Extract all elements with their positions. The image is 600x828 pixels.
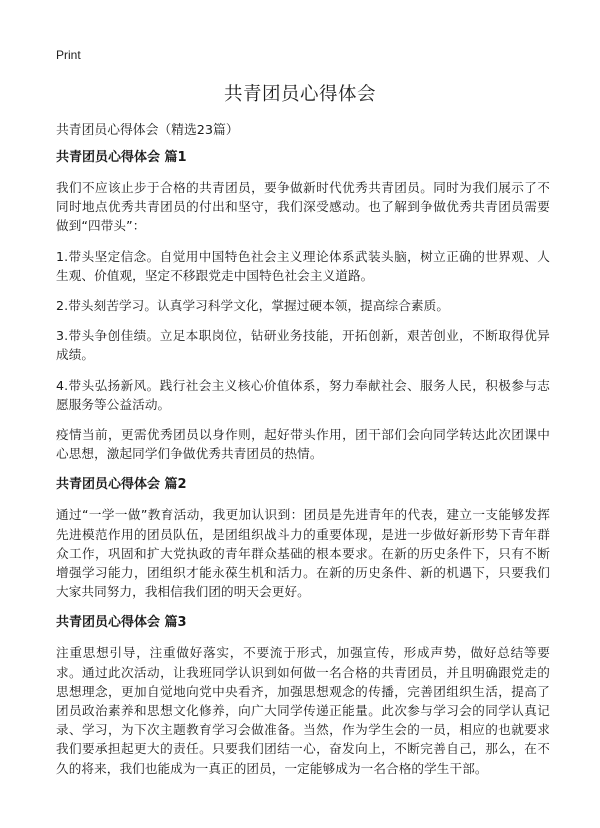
print-link[interactable]: Print	[56, 48, 81, 62]
section-heading: 共青团员心得体会 篇2	[56, 477, 187, 493]
list-item: 3.带头争创佳绩。立足本职岗位，钻研业务技能，开拓创新，艰苦创业，不断取得优异成绩。	[56, 328, 550, 363]
article-body	[56, 121, 550, 789]
section-heading: 共青团员心得体会 篇1	[56, 150, 187, 165]
section-3	[56, 613, 550, 777]
list-item: 1.带头坚定信念。自觉用中国特色社会主义理论体系武装头脑，树立正确的世界观、人生观、价值观，坚定不移跟党走中国特色社会主义道路。	[56, 248, 550, 283]
paragraph: 通过“一学一做”教育活动，我更加认识到：团员是先进青年的代表，建立一支能够发挥先进模范作用的团员队伍，是团组织战斗力的重要体现，是进一步做好新形势下青年群众工作，巩固和扩大党执政的青年群众基础的根本要求。在新的历史条件下，只有不断增强学习能力，团组织才能永葆生机和活力。在新的历史条件、新的机遇下，只要我们大家共同努力，我相信我们团的明天会更好。	[56, 507, 550, 600]
section-1	[56, 148, 550, 463]
paragraph: 注重思想引导，注重做好落实，不要流于形式，加强宣传，形成声势，做好总结等要求。通过此次活动，让我班同学认识到如何做一名合格的共青团员，并且明确跟党走的思想理念，更加自觉地向党中央看齐，加强思想观念的传播，完善团组织生活，提高了团员政治素养和思想文化修养，向广大同学传递正能量。此次参与学习会的同学认真记录、学习，为下次主题教育学习会做准备。当然，作为学生会的一员，相应的也就要求我们要承担起更大的责任。只要我们团结一心，奋发向上，不断完善自己，那么，在不久的将来，我们也能成为一真正的团员，一定能够成为一名合格的学生干部。	[56, 645, 550, 776]
paragraph: 疫情当前，更需优秀团员以身作则，起好带头作用，团干部们会向同学转达此次团课中心思想，激起同学们争做优秀共青团员的热情。	[56, 427, 550, 462]
paragraph: 我们不应该止步于合格的共青团员，要争做新时代优秀共青团员。同时为我们展示了不同时地点优秀共青团员的付出和坚守，我们深受感动。也了解到争做优秀共青团员需要做到“四带头”：	[56, 180, 550, 234]
page-title: 共青团员心得体会	[223, 84, 376, 105]
list-item: 2.带头刻苦学习。认真学习科学文化，掌握过硬本领，提高综合素质。	[56, 298, 450, 314]
section-2	[56, 475, 550, 601]
list-item: 4.带头弘扬新风。践行社会主义核心价值体系，努力奉献社会、服务人民，积极参与志愿服务等公益活动。	[56, 377, 550, 412]
document-subtitle: 共青团员心得体会（精选23篇）	[56, 123, 239, 138]
section-heading: 共青团员心得体会 篇3	[56, 615, 187, 631]
